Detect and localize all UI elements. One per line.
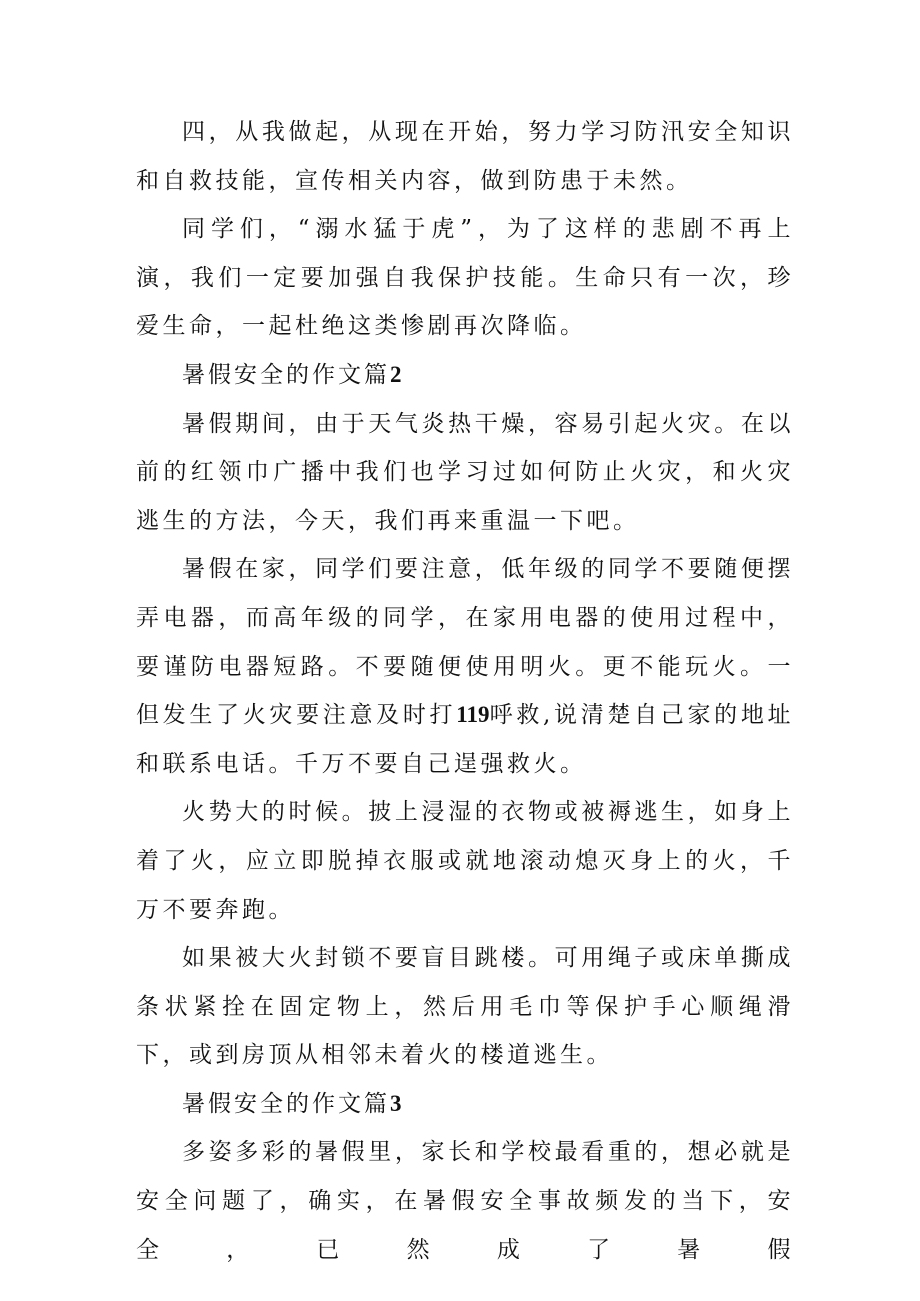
paragraph-text: 呼救,说清楚自己家的地址和联系电话。千万不要自己逞强救火。 <box>136 702 795 777</box>
paragraph: 四，从我做起，从现在开始，努力学习防汛安全知识和自救技能，宣传相关内容，做到防患于未然。 <box>136 119 794 194</box>
paragraph <box>136 545 794 788</box>
section-heading-text: 暑假安全的作文篇 <box>182 361 390 388</box>
paragraph: 同学们，“溺水猛于虎”，为了这样的悲剧不再上演，我们一定要加强自我保护技能。生命只有一次，珍爱生命，一起杜绝这类惨剧再次降临。 <box>136 216 794 340</box>
section-heading <box>136 1080 794 1129</box>
paragraph: 暑假期间，由于天气炎热干燥，容易引起火灾。在以前的红领巾广播中我们也学习过如何防止火灾，和火灾逃生的方法，今天，我们再来重温一下吧。 <box>136 410 794 534</box>
paragraph: 如果被大火封锁不要盲目跳楼。可用绳子或床单撕成条状紧拴在固定物上，然后用毛巾等保护手心顺绳滑下，或到房顶从相邻未着火的楼道逃生。 <box>136 945 794 1069</box>
section-number: 3 <box>390 1090 402 1116</box>
paragraph: 多姿多彩的暑假里，家长和学校最看重的，想必就是安全问题了，确实，在暑假安全事故频发的当下，安全，已然成了暑假 <box>136 1139 794 1263</box>
emergency-number: 119 <box>456 702 490 728</box>
paragraph: 火势大的时候。披上浸湿的衣物或被褥逃生，如身上着了火，应立即脱掉衣服或就地滚动熄灭身上的火，千万不要奔跑。 <box>136 799 794 923</box>
paragraph-text: 暑假在家，同学们要注意，低年级的同学不要随便摆弄电器，而高年级的同学，在家用电器的使用过程中，要谨防电器短路。不要随便使用明火。更不能玩火。一但发生了火灾要注意及时打 <box>136 556 794 729</box>
section-heading-text: 暑假安全的作文篇 <box>182 1090 390 1117</box>
document-body <box>136 108 794 1274</box>
section-number: 2 <box>390 361 402 387</box>
section-heading <box>136 351 794 400</box>
